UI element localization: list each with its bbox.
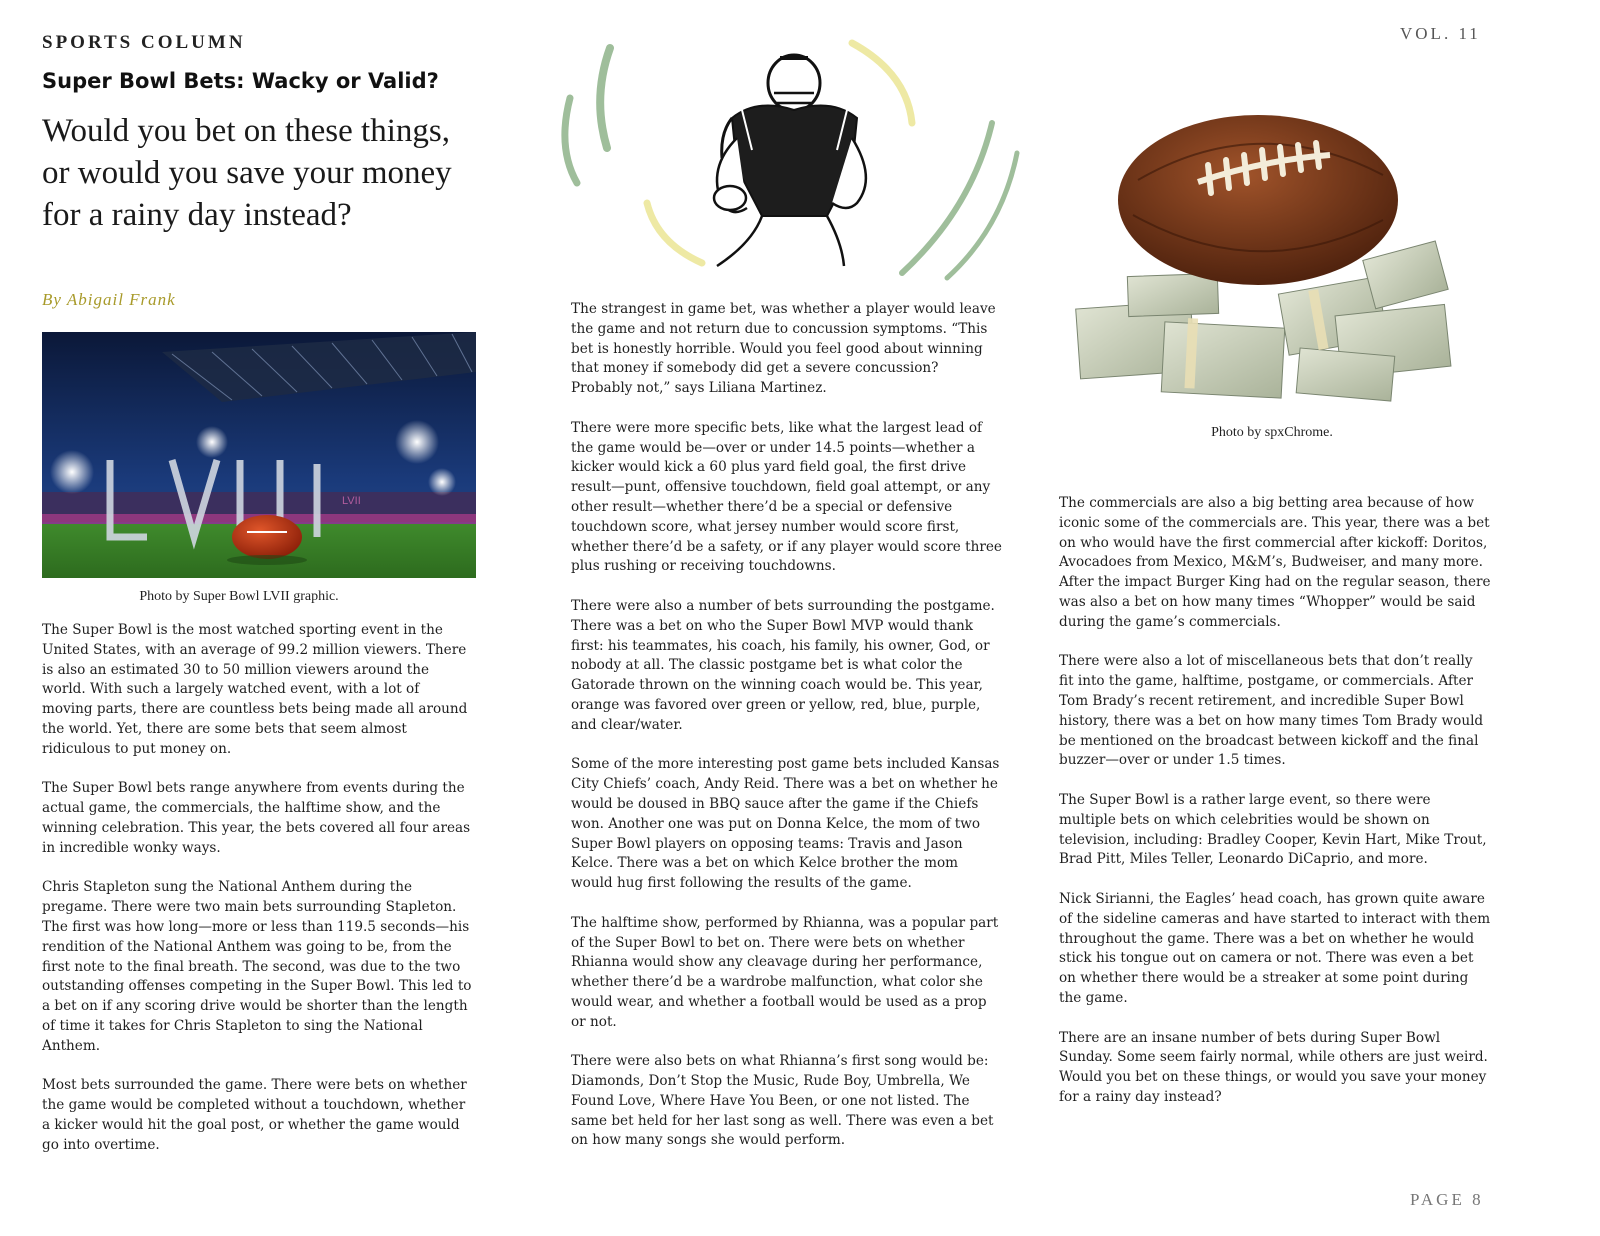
column-middle [571, 300, 1003, 1151]
paragraph: Most bets surrounded the game. There were bets on whether the game would be completed without a touchdown, whether a kicker would hit the goal post, or whether the game would go into overtime. [42, 1077, 467, 1153]
football-money-photo [1068, 90, 1464, 415]
paragraph: There are an insane number of bets during Super Bowl Sunday. Some seem fairly normal, while others are just weird. Would you bet on these things, or would you save your money for a rainy day instead? [1059, 1029, 1488, 1105]
volume-number: VOL. 11 [1400, 24, 1481, 43]
paragraph: The strangest in game bet, was whether a player would leave the game and not return due to concussion symptoms. “This bet is honestly horrible. Would you feel good about winning that money if somebody did get a severe concussion? Probably not,” says Liliana Martinez. [571, 301, 996, 397]
paragraph: The Super Bowl is a rather large event, so there were multiple bets on which celebrities would be shown on television, including: Bradley Cooper, Kevin Hart, Mike Trout, Brad Pitt, Miles Teller, Leonardo DiCaprio, and more. [1059, 791, 1487, 868]
stadium-photo [42, 332, 476, 578]
paragraph: There were also a lot of miscellaneous bets that don’t really fit into the game, halftime, postgame, or commercials. After Tom Brady’s recent retirement, and incredible Super Bowl history, there was a bet on how many times Tom Brady would be mentioned on the broadcast between kickoff and the final buzzer—over or under 1.5 times. [1059, 653, 1484, 769]
paragraph: The halftime show, performed by Rhianna, was a popular part of the Super Bowl to bet on. There were bets on whether Rhianna would show any cleavage during her performance, whether there’d be a wardrobe malfunction, what color she would wear, and whether a football would be used as a prop or not. [571, 914, 999, 1030]
paragraph: There were also a number of bets surrounding the postgame. There was a bet on who the Super Bowl MVP would thank first: his teammates, his coach, his family, his owner, God, or nobody at all. The classic postgame bet is what color the Gatorade thrown on the winning coach would be. This year, orange was favored over green or yellow, red, blue, purple, and clear/water. [571, 597, 995, 733]
stadium-caption: Photo by Super Bowl LVII graphic. [139, 589, 339, 604]
article-headline: Super Bowl Bets: Wacky or Valid? [42, 69, 439, 93]
paragraph: Nick Sirianni, the Eagles’ head coach, has grown quite aware of the sideline cameras and have started to interact with them throughout the game. There was a bet on whether he would stick his tongue out on camera or not. There was even a bet on whether there would be a streaker at some point during the game. [1059, 890, 1491, 1006]
paragraph: There were more specific bets, like what the largest lead of the game would be—over or under 14.5 points—whether a kicker would kick a 60 plus yard field goal, the first drive result—punt, offensive touchdown, field goal attempt, or any other result—whether there’d be a special or defensive touchdown score, what jersey number would score first, whether there’d be a safety, or if any player would score three plus rushing or receiving touchdowns. [571, 419, 1002, 575]
section-label: SPORTS COLUMN [42, 32, 246, 53]
page-number: PAGE 8 [1410, 1190, 1484, 1209]
column-left [42, 621, 474, 1156]
paragraph: Some of the more interesting post game bets included Kansas City Chiefs’ coach, Andy Reid. There was a bet on whether he would be doused in BBQ sauce after the game if the Chiefs won. Another one was put on Donna Kelce, the mom of two Super Bowl players on opposing teams: Travis and Jason Kelce. There was a bet on which Kelce brother the mom would hug first following the results of the game. [571, 756, 1000, 892]
paragraph: The commercials are also a big betting area because of how iconic some of the commercials are. This year, there was a bet on who would have the first commercial after kickoff: Doritos, Avocadoes from Mexico, M&M’s, Budweiser, and many more. After the impact Burger King had on the regular season, there was also a bet on how many times “Whopper” would be said during the game’s commercials. [1059, 495, 1491, 630]
player-illustration [552, 38, 1028, 290]
paragraph: The Super Bowl bets range anywhere from events during the actual game, the commercials, the halftime show, and the winning celebration. This year, the bets covered all four areas in incredible wonky ways. [42, 780, 471, 856]
paragraph: Chris Stapleton sung the National Anthem during the pregame. There were two main bets surrounding Stapleton. The first was how long—more or less than 119.5 seconds—his rendition of the National Anthem was going to be, from the first note to the final breath. The second, was due to the two outstanding offenses competing in the Super Bowl. This led to a bet on if any scoring drive would be shorter than the length of time it takes for Chris Stapleton to sing the National Anthem. [42, 879, 472, 1054]
paragraph: There were also bets on what Rhianna’s first song would be: Diamonds, Don’t Stop the Music, Rude Boy, Umbrella, We Found Love, Where Have You Been, or one not listed. The same bet held for her last song as well. There was even a bet on how many songs she would perform. [571, 1053, 994, 1149]
article-dek: Would you bet on these things, or would you save your money for a rainy day instead? [42, 113, 452, 233]
article-byline: By Abigail Frank [42, 290, 176, 309]
paragraph: The Super Bowl is the most watched sporting event in the United States, with an average of 99.2 million viewers. There is also an estimated 30 to 50 million viewers around the world. With such a largely watched event, with a lot of moving parts, there are countless bets being made all around the world. Yet, there are some bets that seem almost ridiculous to put money on. [42, 622, 468, 757]
stadium-illustration [42, 332, 476, 578]
column-right [1059, 494, 1491, 1108]
football-money-caption: Photo by spxChrome. [1211, 425, 1333, 440]
stadium-logo-text: LVII [342, 495, 361, 507]
